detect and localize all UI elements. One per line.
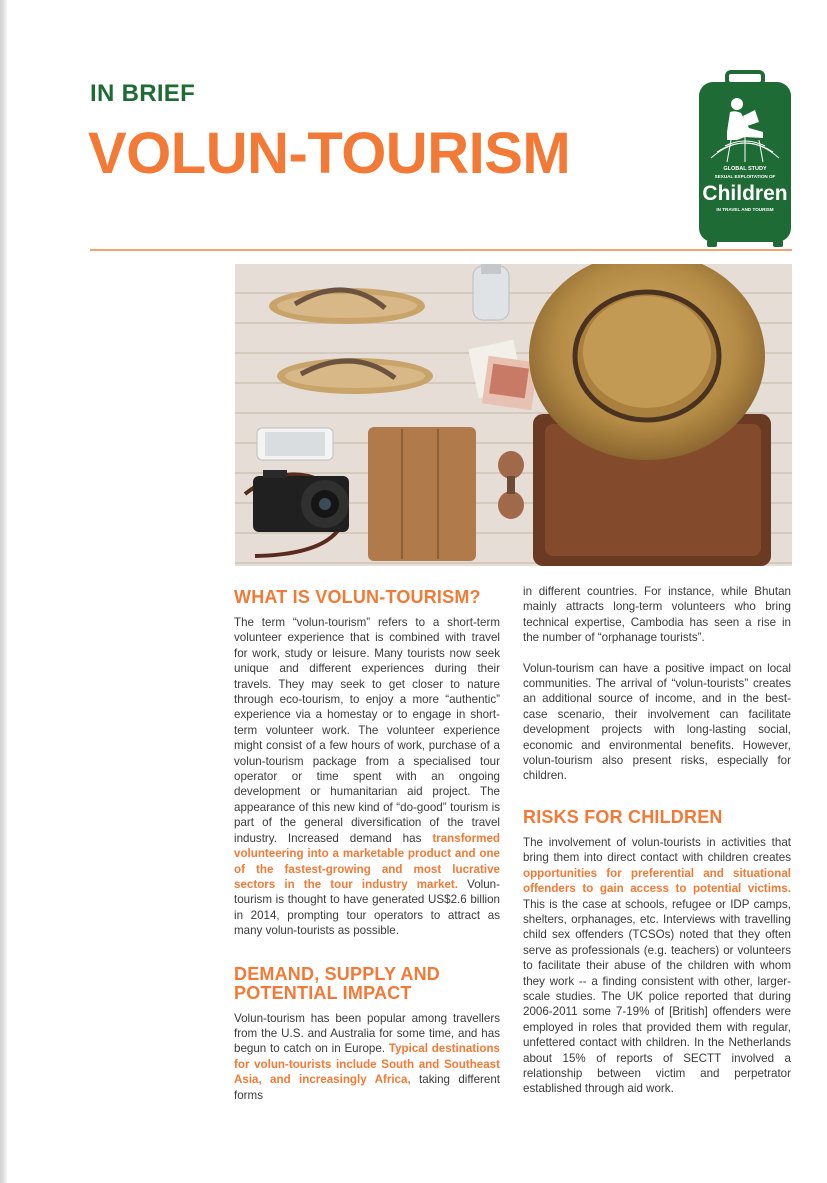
global-study-logo [697, 70, 793, 248]
section2-paragraph-1: Volun-tourism has been popular among travellers from the U.S. and Australia for some time, and has begun to catch on in Europe. Typical destinations for volun-tourists include South and Southeast Asia, and increasingly Africa, taking different forms [234, 1011, 500, 1102]
section-heading-demand: DEMAND, SUPPLY AND POTENTIAL IMPACT [234, 963, 440, 1003]
section3-paragraph: The involvement of volun-tourists in activities that bring them into direct contact with children creates opportunities for preferential and situational offenders to gain access to potential victims. This is the case at schools, refugee or IDP camps, shelters, orphanages, etc. Interviews with travelling child sex offenders (TCSOs) noted that they often serve as professionals (e.g. teachers) or volunteers to facilitate their abuse of the children with whom they work -- a finding consistent with other, larger-scale studies. The UK police reported that during 2006-2011 some 7-19% of [British] offenders were employed in roles that provided them with regular, unfettered contact with children. In the Netherlands about 15% of reports of SECTT involved a relationship between victim and perpetrator established through aid work. [523, 835, 791, 1096]
logo-line4: IN TRAVEL AND TOURISM [716, 207, 774, 212]
section1-paragraph: The term “volun-tourism” refers to a short-term volunteer experience that is combined with travel for work, study or leisure. Many tourists now seek unique and different experiences during their travels. They may seek to get closer to nature through eco-tourism, to enjoy a more “authentic” experience via a homestay or to engage in short-term volunteer work. The volunteer experience might consist of a few hours of work, purchase of a volun-tourism package from a specialised tour operator or time spent with an ongoing development or humanitarian aid project. The appearance of this new kind of “do-good” tourism is part of the general diversification of the travel industry. Increased demand has transformed volunteering into a marketable product and one of the fastest-growing and most lucrative sectors in the tour industry market. Volun-tourism is thought to have generated US$2.6 billion in 2014, prompting tour operators to attract as many volun-tourists as possible. [234, 616, 500, 938]
section1-highlight: transformed volunteering into a marketable product and one of the fastest-growing and most lucrative sectors in the tour industry market. [234, 831, 500, 891]
page-edge-shadow [0, 0, 7, 1183]
section-heading-risks: RISKS FOR CHILDREN [523, 806, 723, 827]
section2-paragraph-1-continued: in different countries. For instance, while Bhutan mainly attracts long-term volunteers who bring technical expertise, Cambodia has seen a rise in the number of “orphanage tourists”. [523, 585, 791, 645]
logo-children: Children [702, 182, 788, 205]
travel-items-photo [235, 264, 792, 566]
section2-paragraph-2: Volun-tourism can have a positive impact on local communities. The arrival of “volun-tourists” creates an additional source of income, and in the best-case scenario, their involvement can facilitate development projects with long-lasting social, economic and environmental benefits. However, volun-tourism also present risks, especially for children. [523, 661, 791, 783]
page-title: VOLUN-TOURISM [88, 121, 571, 186]
logo-line2: SEXUAL EXPLOITATION OF [714, 174, 776, 179]
title-divider [90, 249, 792, 251]
kicker-label: IN BRIEF [90, 80, 196, 107]
left-column [234, 588, 500, 1103]
section-heading-what-is: WHAT IS VOLUN-TOURISM? [234, 587, 481, 607]
section3-highlight: opportunities for preferential and situational offenders to gain access to potential victims. [523, 866, 791, 896]
section2-highlight: Typical destinations for volun-tourists include South and Southeast Asia, and increasingly Africa, [234, 1042, 500, 1087]
logo-line1: GLOBAL STUDY [723, 166, 767, 172]
right-column [523, 584, 791, 1112]
